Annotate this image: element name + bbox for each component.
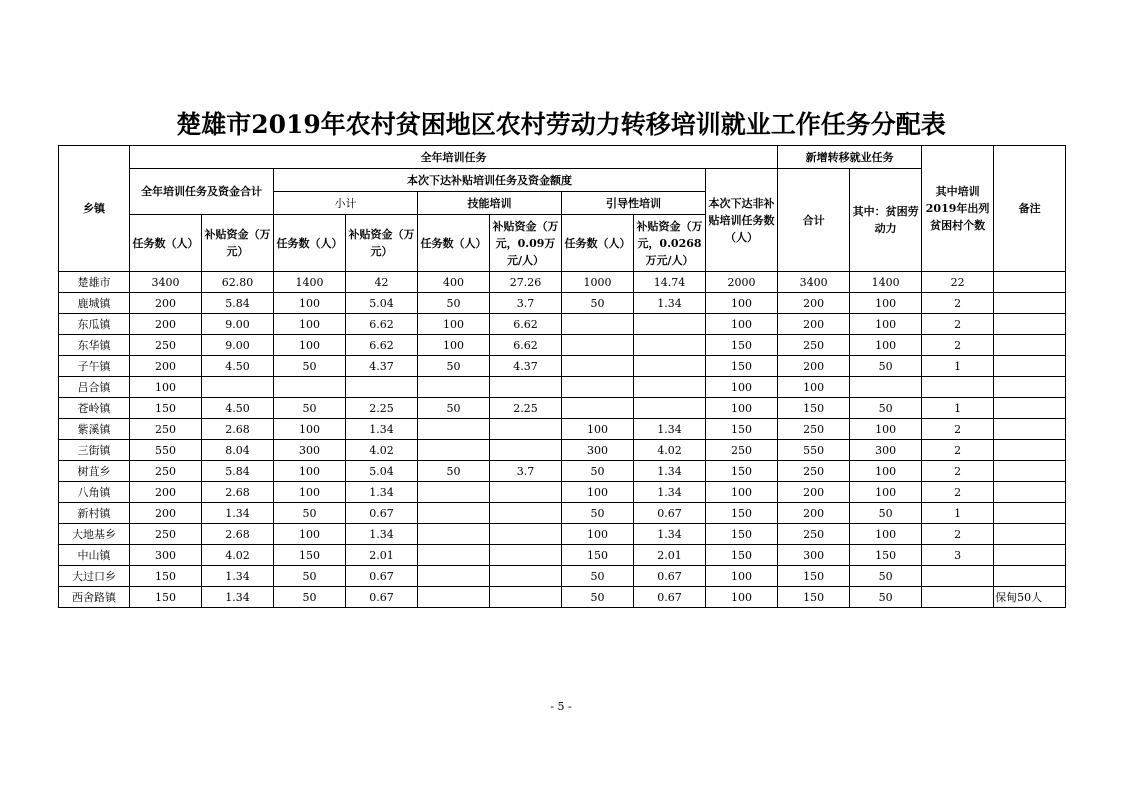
table-cell: 150 — [706, 524, 778, 545]
table-cell: 1.34 — [346, 524, 418, 545]
table-cell — [994, 398, 1066, 419]
table-cell — [994, 272, 1066, 293]
table-cell — [490, 503, 562, 524]
town-name-cell: 东瓜镇 — [59, 314, 130, 335]
subsidy-guided-header: 补贴资金（万元，0.0268万元/人） — [634, 215, 706, 272]
table-cell: 250 — [130, 461, 202, 482]
table-cell: 50 — [418, 356, 490, 377]
table-cell: 100 — [274, 419, 346, 440]
table-cell — [418, 419, 490, 440]
table-cell: 1.34 — [202, 587, 274, 608]
table-cell: 2 — [922, 419, 994, 440]
table-body — [59, 272, 1066, 608]
table-cell — [994, 566, 1066, 587]
table-cell: 1.34 — [202, 503, 274, 524]
table-cell: 50 — [418, 293, 490, 314]
table-cell: 8.04 — [202, 440, 274, 461]
table-cell: 2.25 — [490, 398, 562, 419]
table-cell — [994, 419, 1066, 440]
table-cell — [634, 335, 706, 356]
table-cell: 42 — [346, 272, 418, 293]
table-cell: 300 — [130, 545, 202, 566]
table-cell — [922, 587, 994, 608]
table-cell — [922, 566, 994, 587]
table-cell: 50 — [850, 503, 922, 524]
table-cell: 50 — [274, 566, 346, 587]
table-cell — [562, 377, 634, 398]
table-cell: 50 — [562, 503, 634, 524]
table-cell: 50 — [274, 356, 346, 377]
table-cell: 保甸50人 — [994, 587, 1066, 608]
annual-total-header: 全年培训任务及资金合计 — [130, 169, 274, 215]
table-cell: 4.50 — [202, 356, 274, 377]
table-cell: 100 — [706, 377, 778, 398]
table-cell: 200 — [778, 482, 850, 503]
remarks-header: 备注 — [994, 146, 1066, 272]
table-row — [59, 356, 1066, 377]
table-cell: 100 — [850, 293, 922, 314]
table-cell: 4.37 — [346, 356, 418, 377]
table-cell: 3400 — [130, 272, 202, 293]
table-cell — [490, 524, 562, 545]
table-cell: 50 — [562, 461, 634, 482]
table-cell: 1.34 — [634, 419, 706, 440]
table-cell: 150 — [706, 545, 778, 566]
table-cell: 150 — [706, 419, 778, 440]
table-cell — [418, 440, 490, 461]
table-cell — [562, 335, 634, 356]
table-cell: 200 — [778, 314, 850, 335]
table-cell: 550 — [130, 440, 202, 461]
town-name-cell: 东华镇 — [59, 335, 130, 356]
table-row — [59, 440, 1066, 461]
table-cell: 4.50 — [202, 398, 274, 419]
table-cell: 250 — [778, 524, 850, 545]
table-cell: 250 — [706, 440, 778, 461]
table-cell: 5.84 — [202, 293, 274, 314]
table-cell: 1.34 — [634, 293, 706, 314]
table-cell: 1400 — [274, 272, 346, 293]
table-cell: 2 — [922, 482, 994, 503]
table-cell: 4.02 — [346, 440, 418, 461]
table-cell: 50 — [274, 587, 346, 608]
table-row — [59, 314, 1066, 335]
table-cell: 200 — [778, 293, 850, 314]
emp-poor-header: 其中：贫困劳动力 — [850, 169, 922, 272]
table-cell: 2 — [922, 524, 994, 545]
table-cell: 0.67 — [634, 587, 706, 608]
table-cell: 150 — [706, 335, 778, 356]
table-cell: 4.02 — [202, 545, 274, 566]
table-cell: 100 — [418, 314, 490, 335]
table-cell: 150 — [274, 545, 346, 566]
table-row — [59, 524, 1066, 545]
table-cell: 100 — [850, 314, 922, 335]
town-name-cell: 树苴乡 — [59, 461, 130, 482]
table-row — [59, 335, 1066, 356]
table-cell — [562, 356, 634, 377]
table-cell: 100 — [706, 314, 778, 335]
town-name-cell: 新村镇 — [59, 503, 130, 524]
table-cell: 100 — [850, 461, 922, 482]
table-cell: 250 — [130, 419, 202, 440]
table-cell — [490, 566, 562, 587]
table-cell: 1.34 — [346, 482, 418, 503]
table-cell: 1.34 — [634, 524, 706, 545]
table-row — [59, 566, 1066, 587]
table-cell: 100 — [274, 482, 346, 503]
town-name-cell: 紫溪镇 — [59, 419, 130, 440]
table-cell: 300 — [778, 545, 850, 566]
table-cell: 3 — [922, 545, 994, 566]
table-cell: 2 — [922, 440, 994, 461]
town-name-cell: 吕合镇 — [59, 377, 130, 398]
table-cell: 200 — [778, 356, 850, 377]
table-cell: 1 — [922, 356, 994, 377]
table-cell — [634, 356, 706, 377]
skill-training-header: 技能培训 — [418, 192, 562, 215]
town-name-cell: 八角镇 — [59, 482, 130, 503]
table-cell: 100 — [274, 314, 346, 335]
table-cell: 550 — [778, 440, 850, 461]
table-cell: 300 — [274, 440, 346, 461]
table-cell — [994, 545, 1066, 566]
table-row — [59, 587, 1066, 608]
table-cell: 200 — [130, 482, 202, 503]
table-cell — [850, 377, 922, 398]
table-cell: 50 — [274, 398, 346, 419]
town-name-cell: 中山镇 — [59, 545, 130, 566]
table-cell: 100 — [778, 377, 850, 398]
table-cell: 1000 — [562, 272, 634, 293]
table-cell: 6.62 — [490, 335, 562, 356]
table-cell: 100 — [706, 587, 778, 608]
table-cell: 1.34 — [202, 566, 274, 587]
subsidy-header: 补贴资金（万元） — [346, 215, 418, 272]
table-cell: 150 — [706, 461, 778, 482]
table-cell: 6.62 — [346, 314, 418, 335]
table-cell: 22 — [922, 272, 994, 293]
table-cell: 9.00 — [202, 314, 274, 335]
table-cell — [634, 398, 706, 419]
table-cell: 4.02 — [634, 440, 706, 461]
table-cell: 200 — [778, 503, 850, 524]
table-cell: 300 — [850, 440, 922, 461]
table-cell: 200 — [130, 356, 202, 377]
table-cell — [994, 440, 1066, 461]
table-cell: 100 — [850, 419, 922, 440]
table-cell — [418, 587, 490, 608]
table-cell — [994, 461, 1066, 482]
town-name-cell: 楚雄市 — [59, 272, 130, 293]
table-cell: 2.25 — [346, 398, 418, 419]
table-cell: 250 — [778, 335, 850, 356]
table-cell: 0.67 — [634, 503, 706, 524]
task-count-header: 任务数（人） — [274, 215, 346, 272]
table-cell — [562, 314, 634, 335]
current-subsidy-header: 本次下达补贴培训任务及资金额度 — [274, 169, 706, 192]
table-cell: 150 — [130, 587, 202, 608]
table-cell: 6.62 — [490, 314, 562, 335]
table-cell — [418, 545, 490, 566]
table-cell: 150 — [778, 566, 850, 587]
table-cell — [490, 587, 562, 608]
table-cell — [490, 440, 562, 461]
table-row — [59, 545, 1066, 566]
table-row — [59, 461, 1066, 482]
table-cell: 2.68 — [202, 524, 274, 545]
table-cell: 150 — [706, 356, 778, 377]
page-number: - 5 - — [550, 700, 572, 713]
table-cell: 50 — [850, 398, 922, 419]
table-cell: 250 — [130, 335, 202, 356]
table-cell — [346, 377, 418, 398]
subsidy-skill-header: 补贴资金（万元，0.09万元/人） — [490, 215, 562, 272]
table-cell — [418, 377, 490, 398]
table-cell — [418, 482, 490, 503]
table-cell — [274, 377, 346, 398]
table-cell: 250 — [130, 524, 202, 545]
table-row — [59, 377, 1066, 398]
table-cell: 100 — [850, 335, 922, 356]
task-count-header: 任务数（人） — [562, 215, 634, 272]
table-cell: 0.67 — [634, 566, 706, 587]
table-cell: 100 — [274, 293, 346, 314]
table-cell: 50 — [850, 566, 922, 587]
table-cell: 1 — [922, 503, 994, 524]
table-cell: 250 — [778, 419, 850, 440]
table-cell: 200 — [130, 314, 202, 335]
town-name-cell: 西舍路镇 — [59, 587, 130, 608]
table-cell — [994, 293, 1066, 314]
table-cell: 2 — [922, 314, 994, 335]
table-cell — [490, 419, 562, 440]
table-cell: 4.37 — [490, 356, 562, 377]
page-title: 楚雄市2019年农村贫困地区农村劳动力转移培训就业工作任务分配表 — [176, 110, 946, 139]
table-cell: 27.26 — [490, 272, 562, 293]
non-subsidy-header: 本次下达非补贴培训任务数（人） — [706, 169, 778, 272]
table-cell: 100 — [562, 419, 634, 440]
table-cell: 150 — [562, 545, 634, 566]
table-cell: 1.34 — [634, 461, 706, 482]
table-cell: 100 — [130, 377, 202, 398]
table-cell: 100 — [274, 524, 346, 545]
guided-training-header: 引导性培训 — [562, 192, 706, 215]
task-count-header: 任务数（人） — [130, 215, 202, 272]
task-count-header: 任务数（人） — [418, 215, 490, 272]
table-cell: 100 — [706, 293, 778, 314]
table-cell: 2 — [922, 461, 994, 482]
table-cell — [994, 524, 1066, 545]
table-cell: 100 — [274, 461, 346, 482]
table-cell: 62.80 — [202, 272, 274, 293]
table-cell: 3400 — [778, 272, 850, 293]
table-cell: 1.34 — [634, 482, 706, 503]
table-cell: 14.74 — [634, 272, 706, 293]
annual-training-header: 全年培训任务 — [130, 146, 778, 169]
poor-village-training-header: 其中培训2019年出列贫困村个数 — [922, 146, 994, 272]
emp-total-header: 合计 — [778, 169, 850, 272]
table-cell: 9.00 — [202, 335, 274, 356]
table-cell: 6.62 — [346, 335, 418, 356]
table-row — [59, 293, 1066, 314]
table-cell: 100 — [418, 335, 490, 356]
table-row — [59, 419, 1066, 440]
table-cell: 50 — [850, 587, 922, 608]
table-cell — [994, 356, 1066, 377]
table-cell: 250 — [778, 461, 850, 482]
col-town-header: 乡镇 — [59, 146, 130, 272]
town-name-cell: 大过口乡 — [59, 566, 130, 587]
subsidy-header: 补贴资金（万元） — [202, 215, 274, 272]
table-cell: 0.67 — [346, 566, 418, 587]
table-cell: 100 — [850, 524, 922, 545]
table-cell: 50 — [850, 356, 922, 377]
table-cell: 0.67 — [346, 587, 418, 608]
table-cell — [202, 377, 274, 398]
table-row — [59, 272, 1066, 293]
table-cell: 100 — [274, 335, 346, 356]
table-row — [59, 503, 1066, 524]
table-cell — [994, 503, 1066, 524]
table-header — [59, 146, 1066, 272]
subtotal-header: 小计 — [274, 192, 418, 215]
table-cell: 5.04 — [346, 293, 418, 314]
table-cell: 100 — [706, 566, 778, 587]
table-cell: 2.68 — [202, 419, 274, 440]
table-cell: 100 — [562, 482, 634, 503]
table-cell — [418, 566, 490, 587]
table-cell: 100 — [850, 482, 922, 503]
table-cell: 3.7 — [490, 293, 562, 314]
table-cell: 50 — [562, 566, 634, 587]
table-cell — [634, 377, 706, 398]
table-cell: 5.04 — [346, 461, 418, 482]
table-cell: 100 — [562, 524, 634, 545]
table-cell: 1 — [922, 398, 994, 419]
town-name-cell: 三街镇 — [59, 440, 130, 461]
table-cell: 300 — [562, 440, 634, 461]
table-cell — [922, 377, 994, 398]
table-cell — [634, 314, 706, 335]
table-cell: 50 — [418, 398, 490, 419]
table-cell — [562, 398, 634, 419]
table-cell: 100 — [706, 398, 778, 419]
table-cell: 5.84 — [202, 461, 274, 482]
town-name-cell: 子午镇 — [59, 356, 130, 377]
table-cell: 50 — [562, 587, 634, 608]
table-cell — [418, 503, 490, 524]
table-row — [59, 398, 1066, 419]
table-cell: 2.68 — [202, 482, 274, 503]
table-cell: 150 — [850, 545, 922, 566]
table-cell: 150 — [778, 587, 850, 608]
town-name-cell: 大地基乡 — [59, 524, 130, 545]
table-cell: 400 — [418, 272, 490, 293]
table-cell: 3.7 — [490, 461, 562, 482]
table-cell: 200 — [130, 293, 202, 314]
town-name-cell: 鹿城镇 — [59, 293, 130, 314]
table-cell: 1400 — [850, 272, 922, 293]
table-cell: 50 — [418, 461, 490, 482]
table-cell: 150 — [130, 398, 202, 419]
table-cell — [994, 314, 1066, 335]
table-cell: 50 — [274, 503, 346, 524]
table-cell: 2 — [922, 293, 994, 314]
table-cell — [994, 482, 1066, 503]
table-cell: 150 — [706, 503, 778, 524]
task-allocation-table — [58, 145, 1066, 608]
table-cell: 0.67 — [346, 503, 418, 524]
table-cell — [418, 524, 490, 545]
table-cell: 2.01 — [634, 545, 706, 566]
table-cell: 1.34 — [346, 419, 418, 440]
table-cell — [994, 335, 1066, 356]
table-row — [59, 482, 1066, 503]
table-cell — [994, 377, 1066, 398]
table-cell — [490, 377, 562, 398]
table-cell: 100 — [706, 482, 778, 503]
table-cell: 50 — [562, 293, 634, 314]
table-cell — [490, 482, 562, 503]
new-employment-header: 新增转移就业任务 — [778, 146, 922, 169]
table-cell: 2000 — [706, 272, 778, 293]
table-cell: 2.01 — [346, 545, 418, 566]
table-cell: 150 — [778, 398, 850, 419]
table-cell: 200 — [130, 503, 202, 524]
table-cell: 2 — [922, 335, 994, 356]
table-cell: 150 — [130, 566, 202, 587]
town-name-cell: 苍岭镇 — [59, 398, 130, 419]
table-cell — [490, 545, 562, 566]
